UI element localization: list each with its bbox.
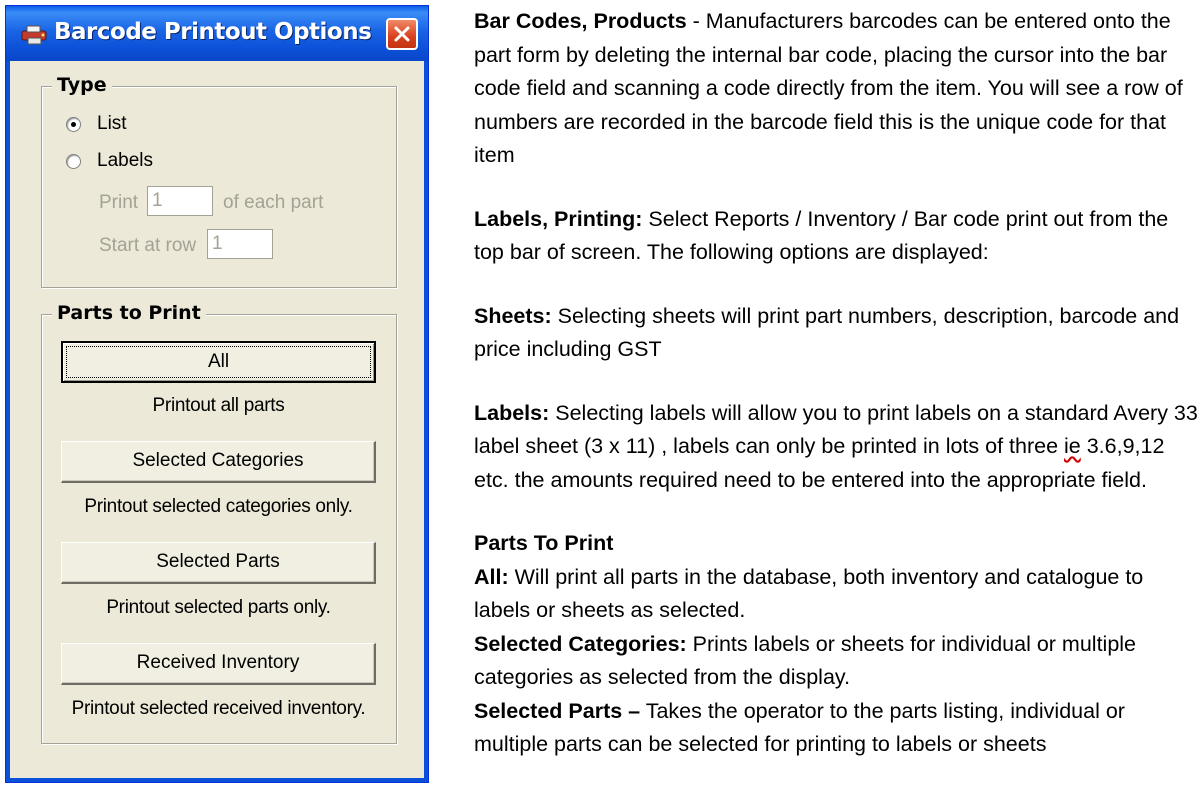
print-quantity-input[interactable] <box>147 186 213 216</box>
window-right-border <box>424 61 428 782</box>
labels-heading: Labels: <box>474 400 550 425</box>
all-button-label: All <box>207 351 230 372</box>
labels-paragraph <box>474 397 1202 498</box>
categories-heading: Selected Categories: <box>474 631 687 656</box>
categories-text: Prints labels or sheets for individual or multiple categories as selected from the display. <box>474 631 1137 689</box>
window-bottom-border <box>6 778 428 782</box>
close-button[interactable] <box>386 18 418 50</box>
barcodes-text: - Manufacturers barcodes can be entered onto the part form by deleting the internal bar code, placing the cursor into the bar code field and scanning a code directly from the item. You will see a row of numbers are recorded in the barcode field this is the unique code for that item <box>474 9 1183 167</box>
type-group-title: Type <box>52 74 112 96</box>
received-inventory-button[interactable] <box>61 643 376 685</box>
radio-labels-label: Labels <box>97 150 153 171</box>
start-row-input[interactable] <box>207 229 273 259</box>
labels-text-2: 3.6,9,12 etc. the amounts required need to be entered into the appropriate field. <box>474 434 1165 492</box>
labels-text-1: Selecting labels will allow you to print labels on a standard Avery 33 label sheet (3 x 11) , labels can only be printed in lots of three <box>474 400 1198 458</box>
radio-list-button[interactable] <box>66 117 81 132</box>
labels-printing-heading: Labels, Printing: <box>474 206 643 231</box>
selected-parts-text: Takes the operator to the parts listing, individual or multiple parts can be selected for printing to labels or sheets <box>474 698 1125 756</box>
printer-app-icon <box>18 24 52 46</box>
all-heading: All: <box>474 564 509 589</box>
all-description: Printout all parts <box>152 395 285 416</box>
radio-labels[interactable] <box>66 149 153 173</box>
parts-group-title: Parts to Print <box>52 302 206 324</box>
parts-heading-paragraph <box>474 527 1202 561</box>
sheets-heading: Sheets: <box>474 303 552 328</box>
selected-categories-button[interactable] <box>61 441 376 483</box>
all-button[interactable] <box>61 341 376 383</box>
all-text: Will print all parts in the database, both inventory and catalogue to labels or sheets as selected. <box>474 564 1144 622</box>
radio-list-label: List <box>97 113 127 134</box>
categories-paragraph <box>474 628 1202 695</box>
radio-list[interactable] <box>66 112 127 136</box>
window-left-border <box>6 61 10 782</box>
selected-parts-button[interactable] <box>61 542 376 584</box>
sheets-text: Selecting sheets will print part numbers, description, barcode and price including GST <box>474 303 1180 361</box>
close-icon <box>392 24 412 44</box>
barcodes-paragraph <box>474 5 1202 173</box>
selected-parts-paragraph <box>474 695 1202 762</box>
sheets-paragraph <box>474 300 1202 367</box>
barcode-printout-dialog <box>5 5 429 783</box>
selected-categories-label: Selected Categories <box>132 450 304 471</box>
start-row-label: Start at row <box>99 235 197 256</box>
print-label: Print <box>99 192 139 213</box>
selected-categories-description: Printout selected categories only. <box>84 496 353 517</box>
received-inventory-description: Printout selected received inventory. <box>71 698 366 719</box>
spelling-error-ie: ie <box>1064 434 1081 458</box>
selected-parts-heading: Selected Parts – <box>474 698 641 723</box>
print-suffix-label: of each part <box>223 192 324 213</box>
parts-to-print-heading: Parts To Print <box>474 531 614 555</box>
labels-printing-text: Select Reports / Inventory / Bar code print out from the top bar of screen. The following options are displayed: <box>474 206 1169 264</box>
selected-parts-label: Selected Parts <box>156 551 280 572</box>
radio-labels-button[interactable] <box>66 154 81 169</box>
labels-printing-paragraph <box>474 203 1202 270</box>
all-paragraph <box>474 561 1202 628</box>
title-bar[interactable] <box>6 6 428 61</box>
selected-parts-description: Printout selected parts only. <box>106 597 331 618</box>
barcodes-heading: Bar Codes, Products <box>474 9 687 33</box>
received-inventory-label: Received Inventory <box>136 652 300 673</box>
help-text <box>474 5 1202 762</box>
dialog-title: Barcode Printout Options <box>54 19 372 45</box>
